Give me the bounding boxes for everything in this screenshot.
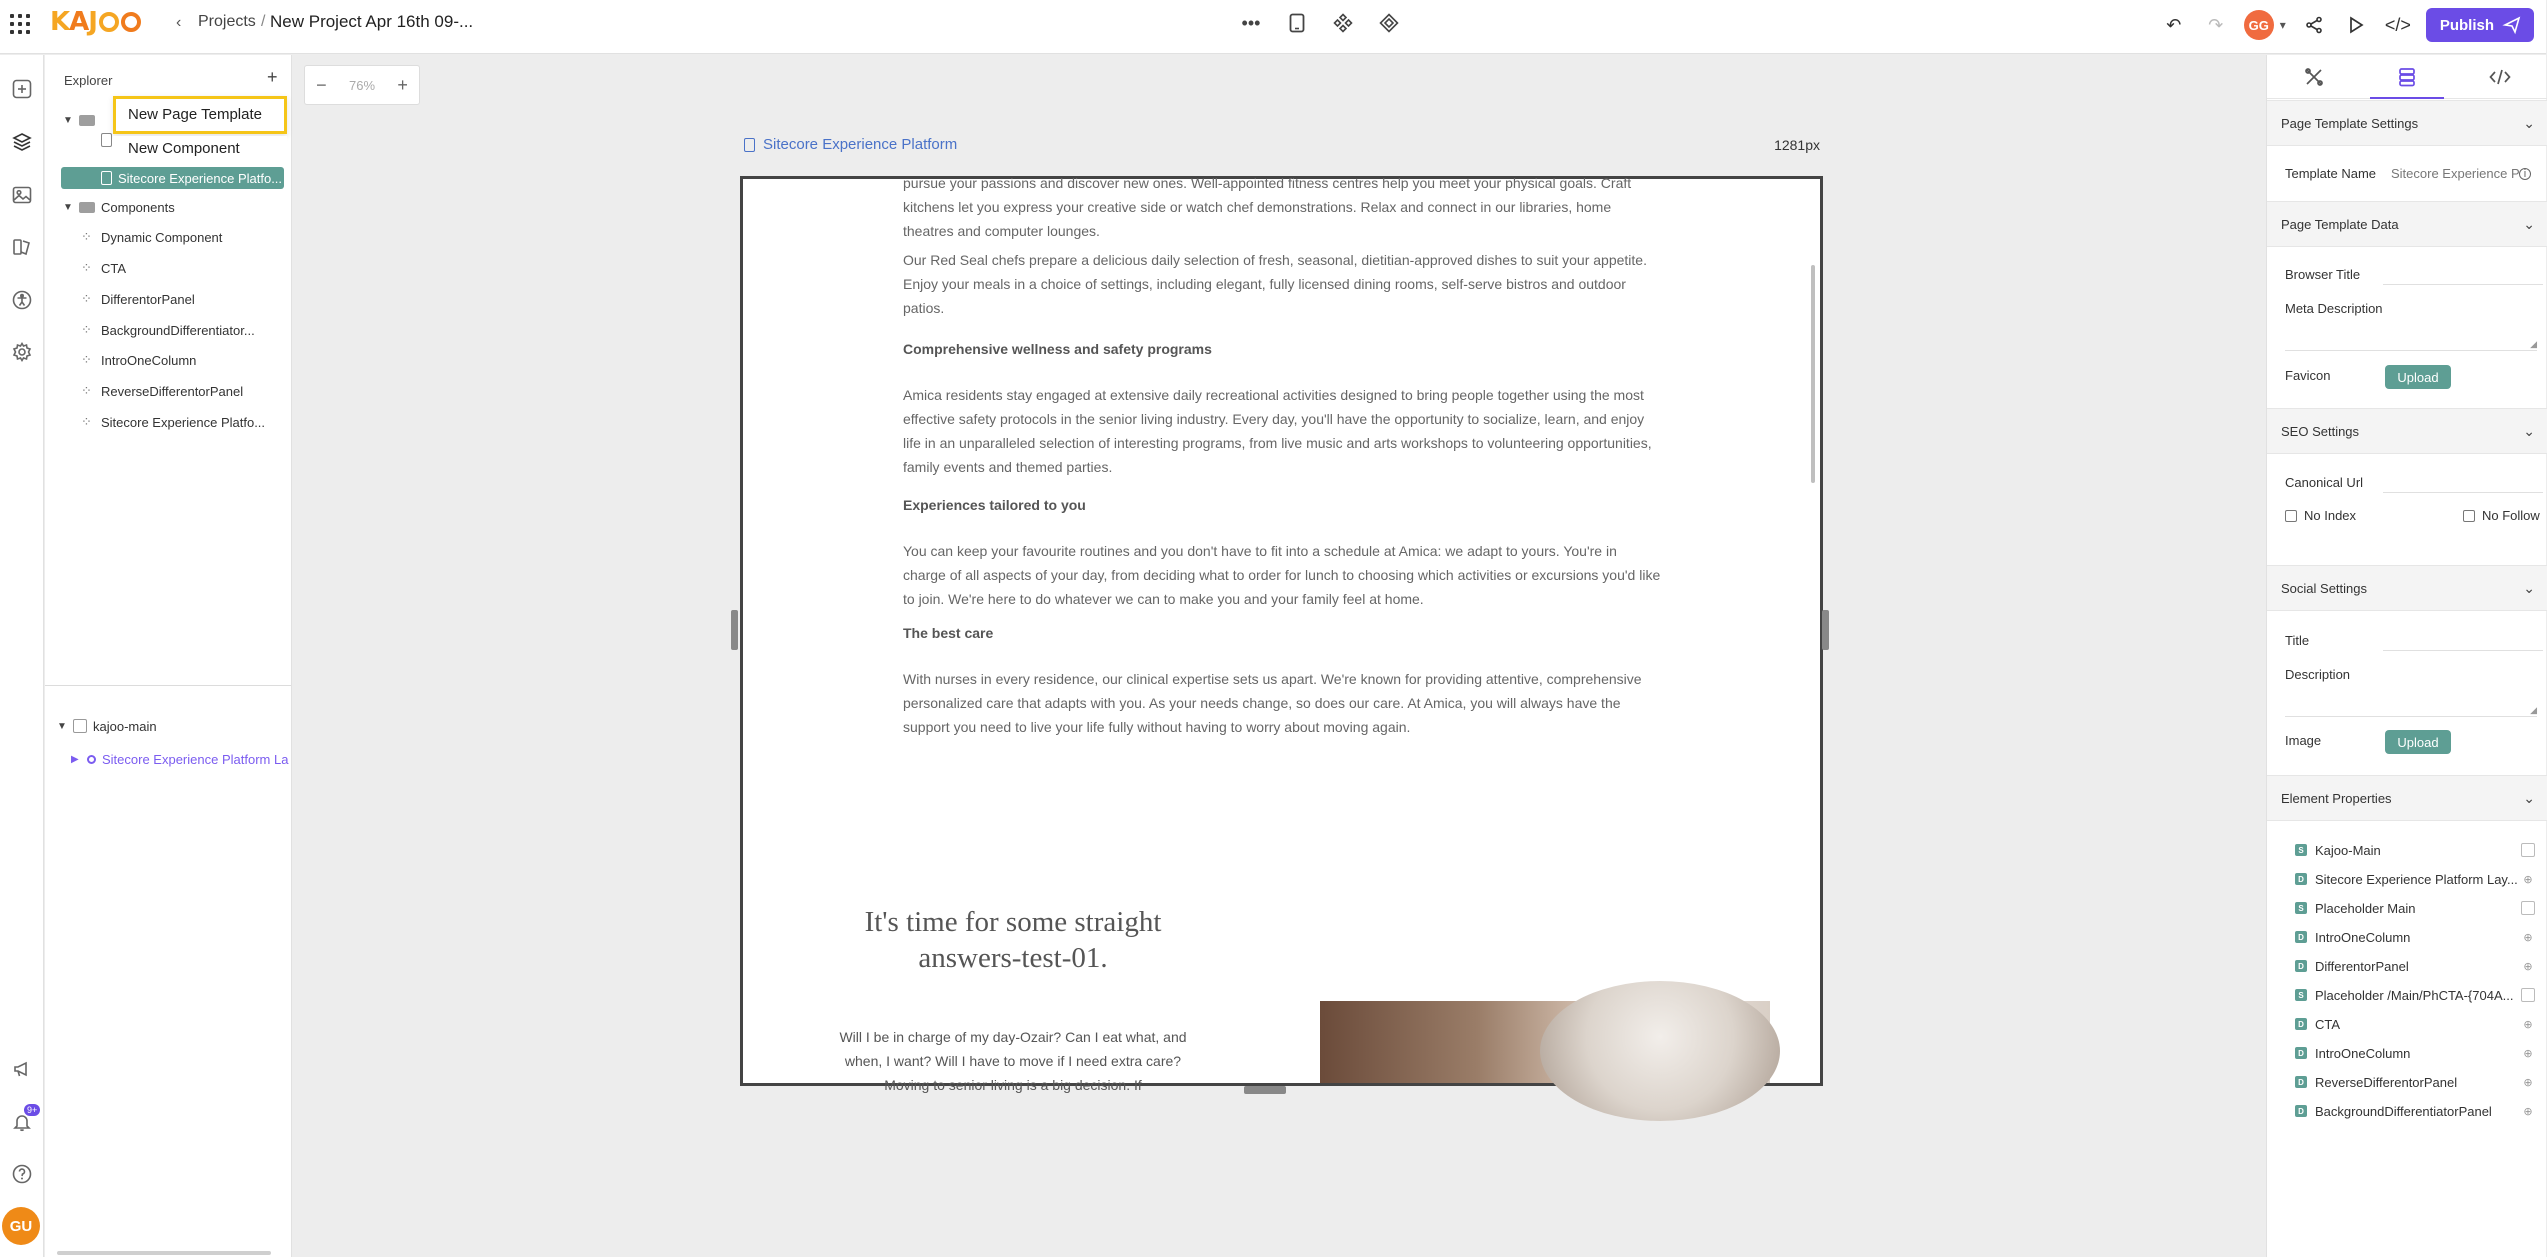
code-icon[interactable]: </> [2384,14,2411,35]
article-heading: The best care [903,625,994,641]
social-description-field [2285,667,2535,682]
component-icon: ⁘ [81,260,92,275]
no-follow-checkbox[interactable] [2463,510,2475,522]
panel-tabs [2267,55,2547,99]
component-label: CTA [101,260,127,276]
element-property-row[interactable] [2295,1071,2535,1093]
publish-label: Publish [2439,16,2494,34]
add-circle-icon[interactable]: ⊕ [2523,1105,2533,1118]
element-property-row[interactable] [2295,1013,2535,1035]
explorer-divider [45,685,291,686]
menu-item-new-page-template[interactable]: New Page Template [128,106,262,123]
article-paragraph: With nurses in every residence, our clinical expertise sets us apart. We're known for providing attentive, comprehensive personalized care that adapts with you. As your needs change, so does our care. At Amica, you will always have the support you need to live your life fully without having to worry about moving again. [903,671,1642,735]
megaphone-icon[interactable] [10,1057,34,1081]
resize-handle-icon[interactable]: ◢ [2530,705,2537,715]
send-icon [2504,17,2520,33]
explorer-panel [45,55,292,1257]
chevron-down-icon[interactable]: ⌄ [2523,789,2535,806]
explorer-scrollbar[interactable] [57,1251,271,1255]
field-label: Canonical Url [2285,475,2364,490]
zoom-out-button[interactable]: − [316,74,327,95]
hero-photo [1320,1001,1770,1083]
tablet-device-icon[interactable] [1284,10,1310,36]
chevron-down-icon[interactable]: ⌄ [2523,422,2535,439]
info-icon[interactable]: i [2519,168,2531,180]
zoom-level: 76% [348,77,376,93]
more-horizontal-icon[interactable]: ••• [1241,12,1261,33]
explorer-title: Explorer [64,73,113,88]
file-icon [744,138,755,152]
favicon-upload-button[interactable]: Upload [2385,365,2451,389]
no-index-checkbox[interactable] [2285,510,2297,522]
page-content [743,175,1820,1093]
element-type-badge: D [2295,1105,2307,1117]
browser-title-field[interactable] [2285,267,2535,282]
settings-gear-icon[interactable] [10,340,34,364]
element-type-badge: S [2295,902,2307,914]
tab-data[interactable] [2360,55,2453,98]
tab-tools[interactable] [2267,55,2360,98]
page-frame[interactable] [740,175,1823,1093]
element-property-row[interactable] [2295,1042,2535,1064]
help-icon[interactable] [10,1162,34,1186]
apps-grid-icon[interactable] [8,12,32,36]
breadcrumb-separator: / [261,13,266,30]
article-paragraph: Amica residents stay engaged at extensive daily recreational activities designed to bring people together using the most effective safety protocols in the senior living industry. Every day, you'll have the opportunity to socialize, learn, and enjoy life in an unparalleled selection of interesting programs, from live music and arts workshops to volunteering opportunities, family events and themed parties. [903,387,1652,475]
element-label: IntroOneColumn [2315,929,2411,945]
zoom-control [304,65,420,105]
element-property-row[interactable] [2295,868,2535,890]
chevron-down-icon[interactable]: ⌄ [2523,579,2535,596]
template-name-field [2285,166,2535,181]
component-icon: ⁘ [81,352,92,367]
tree-row-component[interactable] [81,380,243,402]
add-circle-icon[interactable]: ⊕ [2523,873,2533,886]
field-label: Meta Description [2285,301,2383,316]
add-circle-icon[interactable]: ⊕ [2523,1076,2533,1089]
folder-icon [79,115,95,126]
kajoo-logo[interactable]: K A J [50,9,141,35]
hero-title: It's time for some straight answers-test-01. [864,906,1162,974]
element-label: Placeholder Main [2315,900,2416,916]
tree-row-component[interactable] [81,319,255,341]
element-label: IntroOneColumn [2315,1045,2411,1061]
element-type-badge: D [2295,1047,2307,1059]
layer-row-child[interactable] [71,748,291,770]
publish-button[interactable] [2426,8,2534,42]
element-label: DifferentorPanel [2315,958,2409,974]
file-icon [101,171,112,185]
layers-icon[interactable] [10,130,34,154]
field-label: Image [2285,733,2322,748]
frame-name-label: Sitecore Experience Platform [763,136,958,153]
element-label: Sitecore Experience Platform Lay... [2315,871,2518,887]
element-label: BackgroundDifferentiatorPanel [2315,1103,2492,1119]
add-circle-icon[interactable]: ⊕ [2523,1018,2533,1031]
resize-handle-icon[interactable]: ◢ [2530,339,2537,349]
selected-page-label: Sitecore Experience Platfo... [118,170,283,186]
field-label: Template Name [2285,166,2377,181]
database-icon [2397,67,2417,87]
top-bar [0,0,2546,54]
browser-title-input[interactable] [2383,284,2543,285]
center-toolbar [1238,10,1402,36]
caret-right-icon[interactable]: ▶ [71,753,79,765]
frame-scrollbar[interactable] [1811,265,1815,483]
tab-code[interactable] [2454,55,2547,98]
select-checkbox[interactable] [2521,901,2535,915]
element-property-row[interactable] [2295,984,2535,1006]
canonical-url-field[interactable] [2285,475,2535,490]
frame-resize-handle-bottom[interactable] [1244,1086,1286,1094]
checkbox-label: No Follow [2482,508,2540,523]
folder-icon [79,202,95,213]
select-checkbox[interactable] [2521,843,2535,857]
element-type-badge: S [2295,989,2307,1001]
element-label: Kajoo-Main [2315,842,2381,858]
article-heading: Comprehensive wellness and safety programs [903,341,1212,357]
add-icon[interactable]: + [267,67,278,87]
article-paragraph: pursue your passions and discover new ones. Well-appointed fitness centres help you meet your physical goals. Craft kitchens let you express your creative side or watch chef demonstrations. Relax and connect in our libraries, home theatres and computer lounges. [903,175,1632,239]
element-property-row[interactable] [2295,1100,2535,1122]
tree-row-page-file[interactable] [101,129,112,151]
component-label: ReverseDifferentorPanel [101,383,244,399]
layer-target-icon [87,755,96,764]
tree-row-selected-page[interactable] [61,167,284,189]
add-circle-icon[interactable]: ⊕ [2523,960,2533,973]
element-property-row[interactable] [2295,955,2535,977]
zoom-in-button[interactable]: + [397,74,408,95]
social-title-input[interactable] [2383,650,2543,651]
element-type-badge: D [2295,873,2307,885]
caret-down-icon[interactable]: ▼ [57,720,67,732]
frame-resize-handle-left[interactable] [731,610,738,650]
component-label: BackgroundDifferentiator... [101,322,255,338]
right-toolbar [2160,8,2534,42]
tree-row-component[interactable] [81,288,195,310]
template-name-input[interactable]: Sitecore Experience P [2391,166,2520,181]
components-folder-label: Components [101,199,175,215]
layer-row-root[interactable] [57,715,157,737]
component-label: Dynamic Component [101,229,223,245]
field-label: Browser Title [2285,267,2361,282]
section-title: SEO Settings [2281,423,2360,439]
element-property-row[interactable] [2295,897,2535,919]
add-square-icon[interactable] [10,77,34,101]
section-title: Page Template Data [2281,216,2399,232]
component-label: Sitecore Experience Platfo... [101,414,266,430]
file-icon [101,133,112,147]
section-title: Element Properties [2281,790,2392,806]
canonical-url-input[interactable] [2383,492,2543,493]
element-label: Placeholder /Main/PhCTA-{704A... [2315,987,2514,1003]
left-icon-rail [0,55,44,1257]
element-type-badge: D [2295,1018,2307,1030]
notifications-bell-icon[interactable] [10,1105,38,1134]
checkbox-label: No Index [2304,508,2357,523]
hero-body: Will I be in charge of my day-Ozair? Can I eat what, and when, I want? Will I have to move if I need extra care? Moving to senior living is a big decision. If [839,1029,1187,1093]
notification-badge: 9+ [24,1104,40,1116]
image-icon[interactable] [10,183,34,207]
section-page-template-settings[interactable] [2267,100,2547,146]
user-avatar-gu[interactable]: GU [2,1207,40,1245]
layer-child-label: Sitecore Experience Platform La [102,751,289,767]
meta-description-input[interactable] [2285,317,2537,351]
social-description-input[interactable] [2285,683,2537,717]
component-icon: ⁘ [81,383,92,398]
element-type-badge: S [2295,844,2307,856]
no-follow-option[interactable] [2463,508,2547,523]
social-title-field[interactable] [2285,633,2535,648]
element-type-badge: D [2295,1076,2307,1088]
component-outline-icon[interactable] [1376,10,1402,36]
accessibility-icon[interactable] [10,288,34,312]
layer-checkbox[interactable] [73,719,87,733]
tree-row-component[interactable] [81,226,222,248]
caret-down-icon[interactable]: ▼ [63,114,73,126]
component-label: DifferentorPanel [101,291,195,307]
chevron-down-icon[interactable]: ⌄ [2523,114,2535,131]
section-element-properties[interactable] [2267,775,2547,821]
component-icon[interactable] [1330,10,1356,36]
menu-item-new-component[interactable]: New Component [113,136,287,160]
tree-row-component[interactable] [81,257,126,279]
component-icon: ⁘ [81,322,92,337]
image-upload-button[interactable]: Upload [2385,730,2451,754]
element-property-row[interactable] [2295,926,2535,948]
article-paragraph: Our Red Seal chefs prepare a delicious daily selection of fresh, seasonal, dietitian-approved dishes to suit your appetite. Enjoy your meals in a choice of settings, including elegant, fully licensed dining rooms, self-serve bistros and outdoor patios. [903,252,1647,316]
share-icon[interactable] [2300,11,2328,39]
tree-row-pages-folder[interactable] [63,109,95,131]
user-avatar[interactable]: GG [2244,10,2274,40]
caret-down-icon[interactable]: ▼ [63,201,73,213]
component-icon: ⁘ [81,291,92,306]
article-paragraph: You can keep your favourite routines and you don't have to fit into a schedule at Amica: we adapt to yours. You're in charge of all aspects of your day, from deciding what to order for lunch to choosing which activities or excursions you'd like to join. We're here to do whatever we can to make you and your family feel at home. [903,543,1661,607]
play-preview-icon[interactable] [2342,11,2370,39]
element-label: CTA [2315,1016,2341,1032]
tree-row-component[interactable] [81,349,196,371]
field-label: Title [2285,633,2310,648]
component-icon: ⁘ [81,414,92,429]
element-property-row[interactable] [2295,839,2535,861]
tree-row-components-folder[interactable] [63,196,175,218]
add-circle-icon[interactable]: ⊕ [2523,1047,2533,1060]
meta-description-field [2285,301,2535,316]
element-type-badge: D [2295,960,2307,972]
article-heading: Experiences tailored to you [903,497,1086,513]
frame-resize-handle-right[interactable] [1822,610,1829,650]
section-page-template-data[interactable] [2267,201,2547,247]
element-type-badge: D [2295,931,2307,943]
frame-width: 1281px [1774,136,1820,153]
redo-icon[interactable]: ↷ [2208,14,2224,35]
chevron-left-icon[interactable]: ‹ [176,14,182,31]
tools-icon [2304,67,2324,87]
breadcrumb-projects[interactable]: Projects [198,13,256,30]
undo-icon[interactable]: ↶ [2166,14,2182,35]
component-label: IntroOneColumn [101,352,197,368]
field-label: Favicon [2285,368,2331,383]
layer-root-label: kajoo-main [93,718,157,734]
add-circle-icon[interactable]: ⊕ [2523,931,2533,944]
chevron-down-icon[interactable]: ⌄ [2523,215,2535,232]
tree-row-component[interactable] [81,411,265,433]
chevron-down-icon[interactable]: ▾ [2279,18,2286,32]
properties-panel [2266,55,2546,1257]
section-social-settings[interactable] [2267,565,2547,611]
frame-header [744,136,1820,153]
new-item-menu [113,96,287,134]
project-title[interactable]: New Project Apr 16th 09-... [270,12,474,31]
component-icon: ⁘ [81,229,92,244]
section-title: Page Template Settings [2281,115,2419,131]
section-title: Social Settings [2281,580,2367,596]
field-label: Description [2285,667,2351,682]
element-label: ReverseDifferentorPanel [2315,1074,2458,1090]
code-slash-icon [2489,67,2511,87]
library-icon[interactable] [10,235,34,259]
frame-name[interactable] [744,136,957,153]
select-checkbox[interactable] [2521,988,2535,1002]
section-seo-settings[interactable] [2267,408,2547,454]
